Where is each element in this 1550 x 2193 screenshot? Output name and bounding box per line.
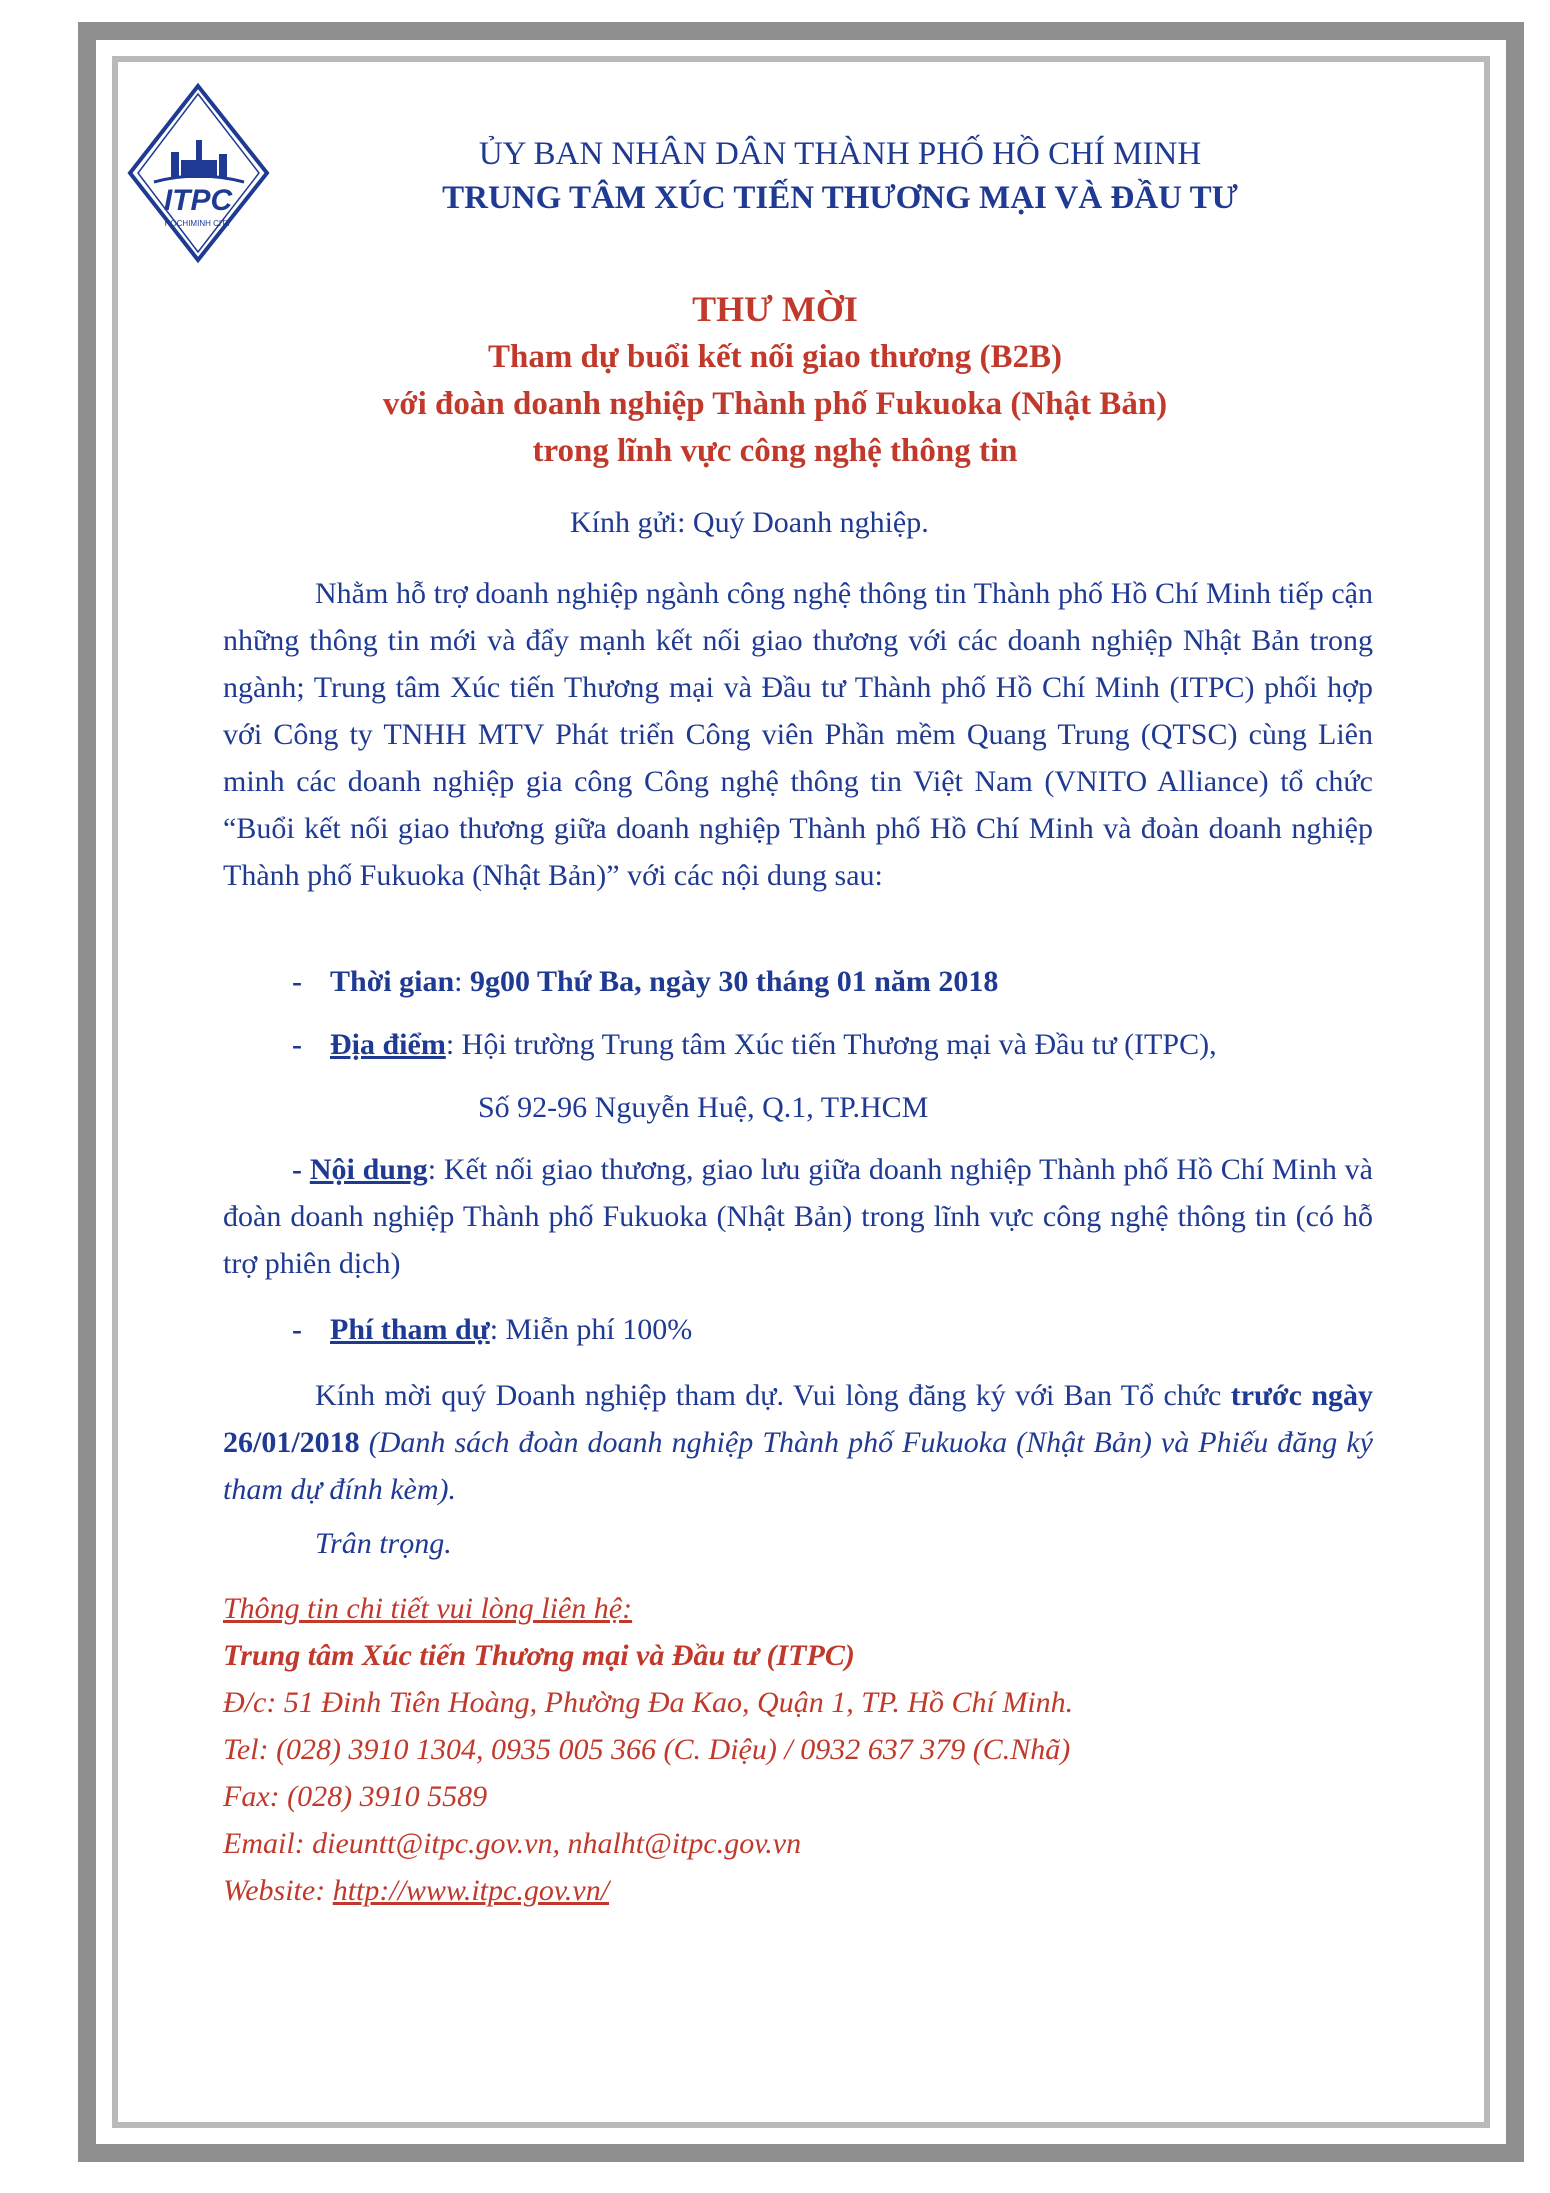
contact-email: Email: dieuntt@itpc.gov.vn, nhalht@itpc.gov.vn bbox=[223, 1827, 802, 1860]
item-time-value: 9g00 Thứ Ba, ngày 30 tháng 01 năm 2018 bbox=[470, 965, 999, 998]
item-time: - Thời gian: 9g00 Thứ Ba, ngày 30 tháng 01 năm 2018 bbox=[292, 965, 999, 998]
item-place-value2: Số 92-96 Nguyễn Huệ, Q.1, TP.HCM bbox=[478, 1091, 929, 1124]
item-fee: - Phí tham dự: Miễn phí 100% bbox=[292, 1313, 693, 1346]
title-main: THƯ MỜI bbox=[692, 289, 858, 329]
item-place-value: Hội trường Trung tâm Xúc tiến Thương mại và Đầu tư (ITPC), bbox=[461, 1028, 1217, 1061]
closing-regards: Trân trọng. bbox=[315, 1527, 452, 1560]
contact-heading: Thông tin chi tiết vui lòng liên hệ: bbox=[223, 1592, 633, 1625]
itpc-logo bbox=[126, 82, 271, 264]
closing-deadline: trước ngày 26/01/2018 bbox=[223, 1379, 1374, 1459]
item-time-label: Thời gian bbox=[330, 965, 455, 998]
contact-org: Trung tâm Xúc tiến Thương mại và Đầu tư (ITPC) bbox=[223, 1639, 855, 1672]
intro-paragraph: Nhằm hỗ trợ doanh nghiệp ngành công nghệ thông tin Thành phố Hồ Chí Minh tiếp cận những thông tin mới và đẩy mạnh kết nối giao thương với các doanh nghiệp Nhật Bản trong ngành; Trung tâm Xúc tiến Thương mại và Đầu tư Thành phố Hồ Chí Minh (ITPC) phối hợp với Công ty TNHH MTV Phát triển Công viên Phần mềm Quang Trung (QTSC) cùng Liên minh các doanh nghiệp gia công Công nghệ thông tin Việt Nam (VNITO Alliance) tổ chức “Buổi kết nối giao thương giữa doanh nghiệp Thành phố Hồ Chí Minh và đoàn doanh nghiệp Thành phố Fukuoka (Nhật Bản)” với các nội dung sau: bbox=[223, 577, 1373, 892]
title-line1: Tham dự buổi kết nối giao thương (B2B) bbox=[487, 339, 1063, 375]
item-content-value: Kết nối giao thương, giao lưu giữa doanh nghiệp Thành phố Hồ Chí Minh và đoàn doanh nghiệp Thành phố Fukuoka (Nhật Bản) trong lĩnh vực công nghệ thông tin (có hỗ trợ phiên dịch) bbox=[223, 1153, 1373, 1280]
invitation-title bbox=[160, 284, 1390, 475]
org-line1: ỦY BAN NHÂN DÂN THÀNH PHỐ HỒ CHÍ MINH bbox=[478, 136, 1202, 172]
logo-subtext: HOCHIMINH CITY bbox=[164, 219, 232, 228]
website-label: Website: bbox=[223, 1874, 333, 1907]
item-place-label: Địa điểm bbox=[330, 1028, 446, 1061]
document-header bbox=[300, 132, 1380, 220]
contact-fax: Fax: (028) 3910 5589 bbox=[223, 1780, 488, 1813]
greeting: Kính gửi: Quý Doanh nghiệp. bbox=[570, 506, 929, 539]
title-line2: với đoàn doanh nghiệp Thành phố Fukuoka (Nhật Bản) bbox=[382, 386, 1168, 422]
closing-paragraph bbox=[223, 1372, 1373, 1513]
item-fee-label: Phí tham dự bbox=[330, 1313, 490, 1346]
item-content: - Nội dung: Kết nối giao thương, giao lưu giữa doanh nghiệp Thành phố Hồ Chí Minh và đoàn doanh nghiệp Thành phố Fukuoka (Nhật Bản) trong lĩnh vực công nghệ thông tin (có hỗ trợ phiên dịch) bbox=[223, 1153, 1373, 1280]
contact-block bbox=[223, 1585, 1373, 1914]
contact-website bbox=[223, 1867, 1373, 1914]
title-line3: trong lĩnh vực công nghệ thông tin bbox=[532, 433, 1018, 469]
logo-text: ITPC bbox=[163, 184, 233, 217]
closing-note: (Danh sách đoàn doanh nghiệp Thành phố Fukuoka (Nhật Bản) và Phiếu đăng ký tham dự đính kèm). bbox=[223, 1426, 1373, 1506]
item-place: - Địa điểm: Hội trường Trung tâm Xúc tiến Thương mại và Đầu tư (ITPC), bbox=[292, 1028, 1217, 1061]
item-fee-value: Miễn phí 100% bbox=[505, 1313, 693, 1346]
org-line2: TRUNG TÂM XÚC TIẾN THƯƠNG MẠI VÀ ĐẦU TƯ bbox=[442, 180, 1238, 216]
contact-tel: Tel: (028) 3910 1304, 0935 005 366 (C. Diệu) / 0932 637 379 (C.Nhã) bbox=[223, 1733, 1071, 1766]
item-content-label: Nội dung bbox=[309, 1153, 428, 1186]
contact-address: Đ/c: 51 Đinh Tiên Hoàng, Phường Đa Kao, Quận 1, TP. Hồ Chí Minh. bbox=[223, 1686, 1074, 1719]
closing-text: Kính mời quý Doanh nghiệp tham dự. Vui lòng đăng ký với Ban Tổ chức bbox=[315, 1379, 1222, 1412]
website-link[interactable]: http://www.itpc.gov.vn/ bbox=[332, 1874, 610, 1907]
